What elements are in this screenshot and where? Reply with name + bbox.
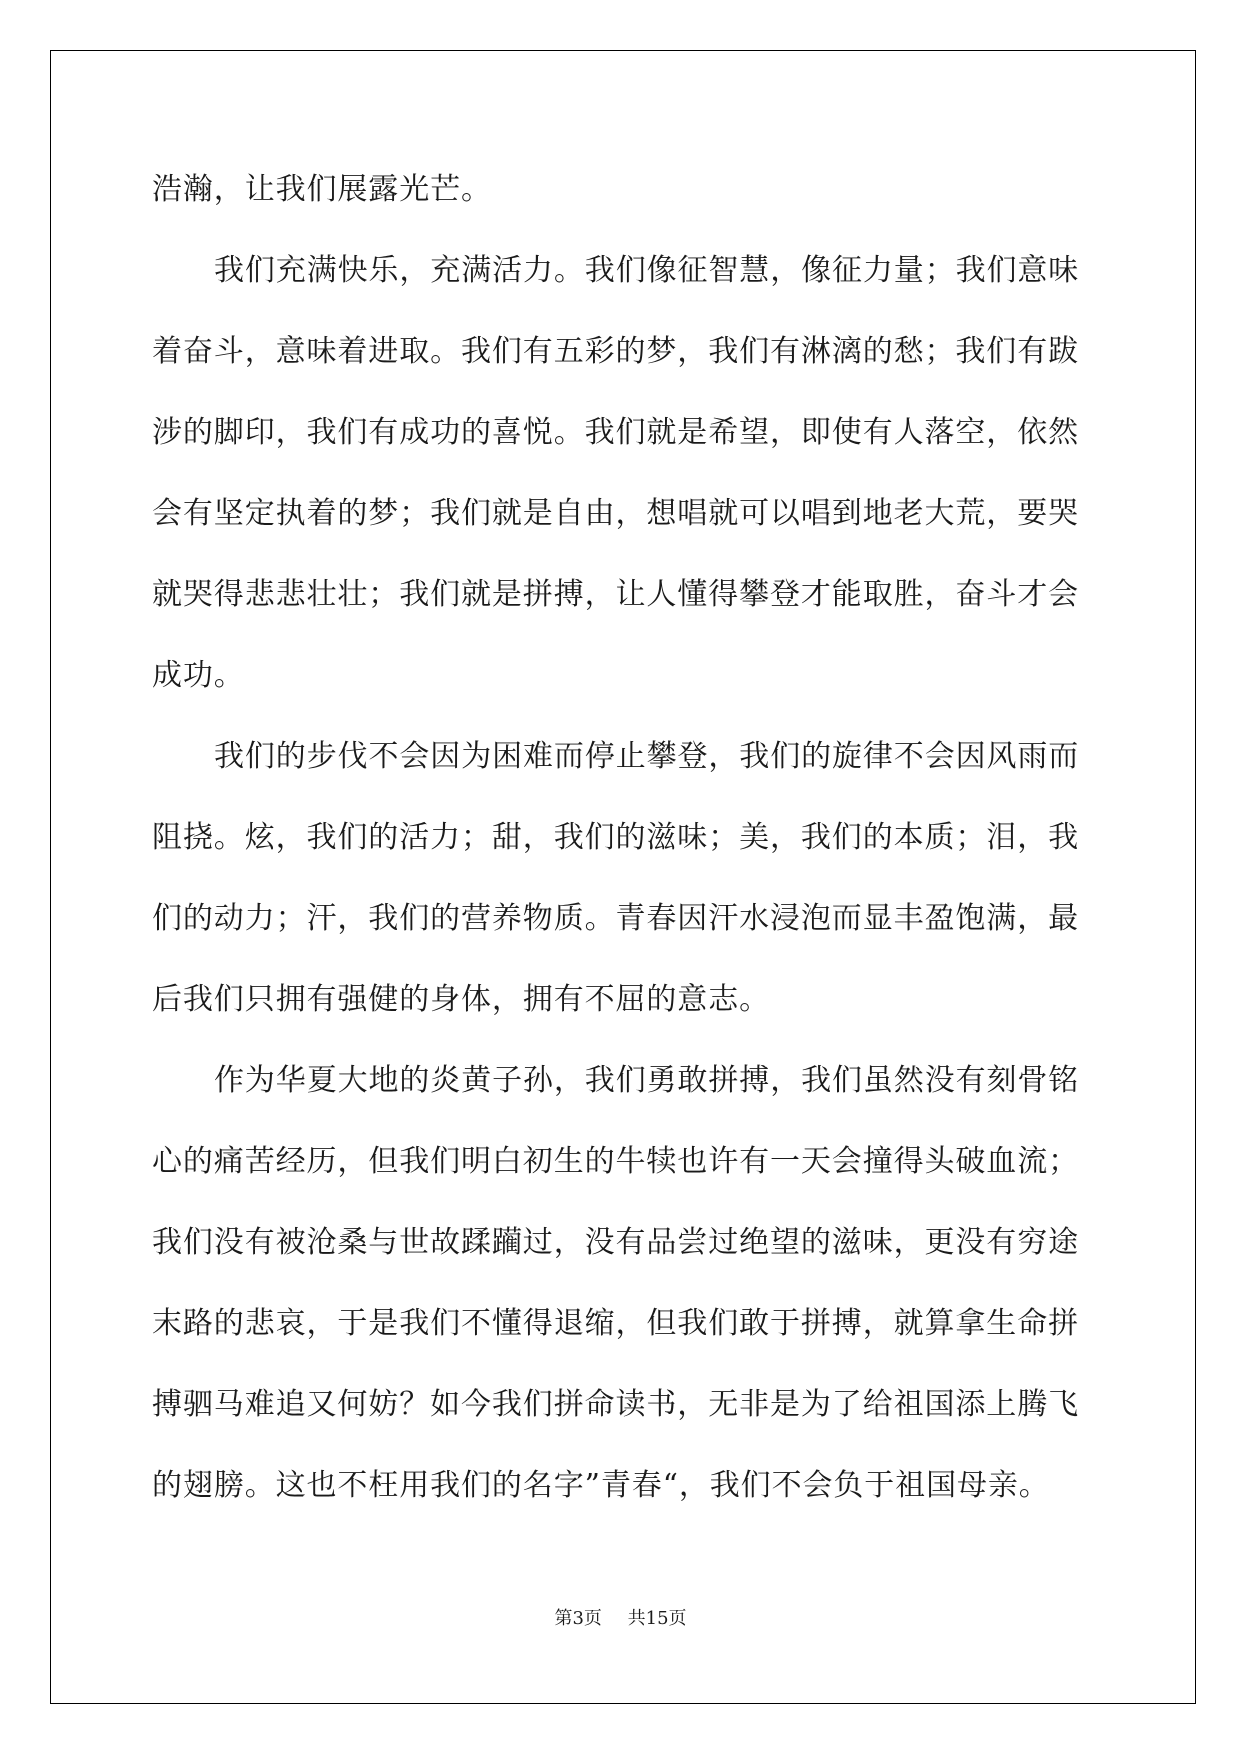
text-line-3: 着奋斗，意味着进取。我们有五彩的梦，我们有淋漓的愁；我们有跋: [152, 334, 1079, 369]
text-line-7: 成功。: [152, 658, 245, 693]
document-body: [152, 160, 1092, 1537]
text-line-5: 会有坚定执着的梦；我们就是自由，想唱就可以唱到地老大荒，要哭: [152, 496, 1079, 531]
text-line-10: 们的动力；汗，我们的营养物质。青春因汗水浸泡而显丰盈饱满，最: [152, 901, 1079, 936]
text-line-6: 就哭得悲悲壮壮；我们就是拼搏，让人懂得攀登才能取胜，奋斗才会: [152, 577, 1079, 612]
text-line-16: 搏驷马难追又何妨？如今我们拼命读书，无非是为了给祖国添上腾飞: [152, 1387, 1079, 1422]
text-line-8: 我们的步伐不会因为困难而停止攀登，我们的旋律不会因风雨而: [214, 739, 1080, 774]
text-line-2: 我们充满快乐，充满活力。我们像征智慧，像征力量；我们意味: [214, 253, 1080, 288]
text-line-12: 作为华夏大地的炎黄子孙，我们勇敢拼搏，我们虽然没有刻骨铭: [214, 1063, 1080, 1098]
text-line-1: 浩瀚，让我们展露光芒。: [152, 172, 492, 207]
text-line-11: 后我们只拥有强健的身体，拥有不屈的意志。: [152, 982, 770, 1017]
text-line-4: 涉的脚印，我们有成功的喜悦。我们就是希望，即使有人落空，依然: [152, 415, 1079, 450]
page-footer: [0, 1604, 1241, 1630]
page-total: 共15页: [627, 1608, 687, 1629]
text-line-13: 心的痛苦经历，但我们明白初生的牛犊也许有一天会撞得头破血流；: [152, 1144, 1079, 1179]
text-line-15: 末路的悲哀，于是我们不懂得退缩，但我们敢于拼搏，就算拿生命拼: [152, 1306, 1079, 1341]
text-line-9: 阻挠。炫，我们的活力；甜，我们的滋味；美，我们的本质；泪，我: [152, 820, 1079, 855]
text-line-17: 的翅膀。这也不枉用我们的名字”青春“，我们不会负于祖国母亲。: [152, 1468, 1050, 1503]
text-line-14: 我们没有被沧桑与世故蹂躏过，没有品尝过绝望的滋味，更没有穷途: [152, 1225, 1079, 1260]
page-number: 第3页: [554, 1608, 602, 1629]
